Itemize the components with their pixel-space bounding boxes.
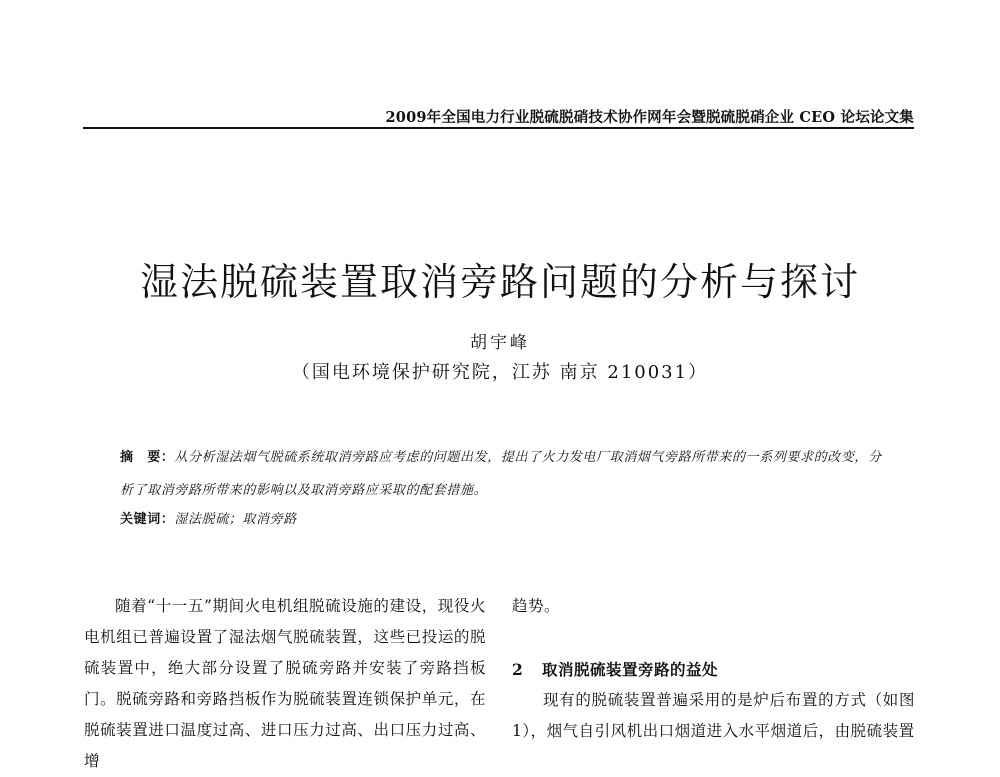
keywords-text: 湿法脱硫；取消旁路 — [174, 512, 297, 527]
body-paragraph-continuation: 趋势。 — [512, 597, 561, 615]
author-affiliation: （国电环境保护研究院，江苏 南京 210031） — [291, 362, 709, 383]
keywords — [120, 508, 297, 527]
body-paragraph: 随着“十一五”期间火电机组脱硫设施的建设，现役火电机组已普遍设置了湿法烟气脱硫装置，这些已投运的脱硫装置中，绝大部分设置了脱硫旁路并安装了旁路挡板门。脱硫旁路和旁路挡板作为脱硫装置连锁保护单元，在脱硫装置进口温度过高、进口压力过高、出口压力过高、增 — [84, 597, 486, 770]
abstract — [120, 441, 890, 507]
paper-title: 湿法脱硫装置取消旁路问题的分析与探讨 — [139, 260, 860, 305]
section-title: 取消脱硫装置旁路的益处 — [542, 660, 719, 679]
abstract-text: 从分析湿法烟气脱硫系统取消旁路应考虑的问题出发，提出了火力发电厂取消烟气旁路所带来的一系列要求的改变，分析了取消旁路所带来的影响以及取消旁路应采取的配套措施。 — [120, 450, 882, 498]
abstract-label: 摘 要： — [120, 450, 175, 465]
header-rule — [83, 127, 914, 129]
section-paragraph: 现有的脱硫装置普遍采用的是炉后布置的方式（如图1），烟气自引风机出口烟道进入水平烟道后，由脱硫装置 — [512, 691, 915, 740]
running-header: 2009年全国电力行业脱硫脱硝技术协作网年会暨脱硫脱硝企业 CEO 论坛论文集 — [385, 109, 914, 126]
body-column-right — [512, 591, 915, 747]
body-column-left — [84, 591, 486, 777]
author-name: 胡宇峰 — [470, 333, 530, 353]
keywords-label: 关键词： — [120, 512, 175, 527]
section-number: 2 — [512, 660, 524, 679]
section-heading — [512, 654, 915, 685]
